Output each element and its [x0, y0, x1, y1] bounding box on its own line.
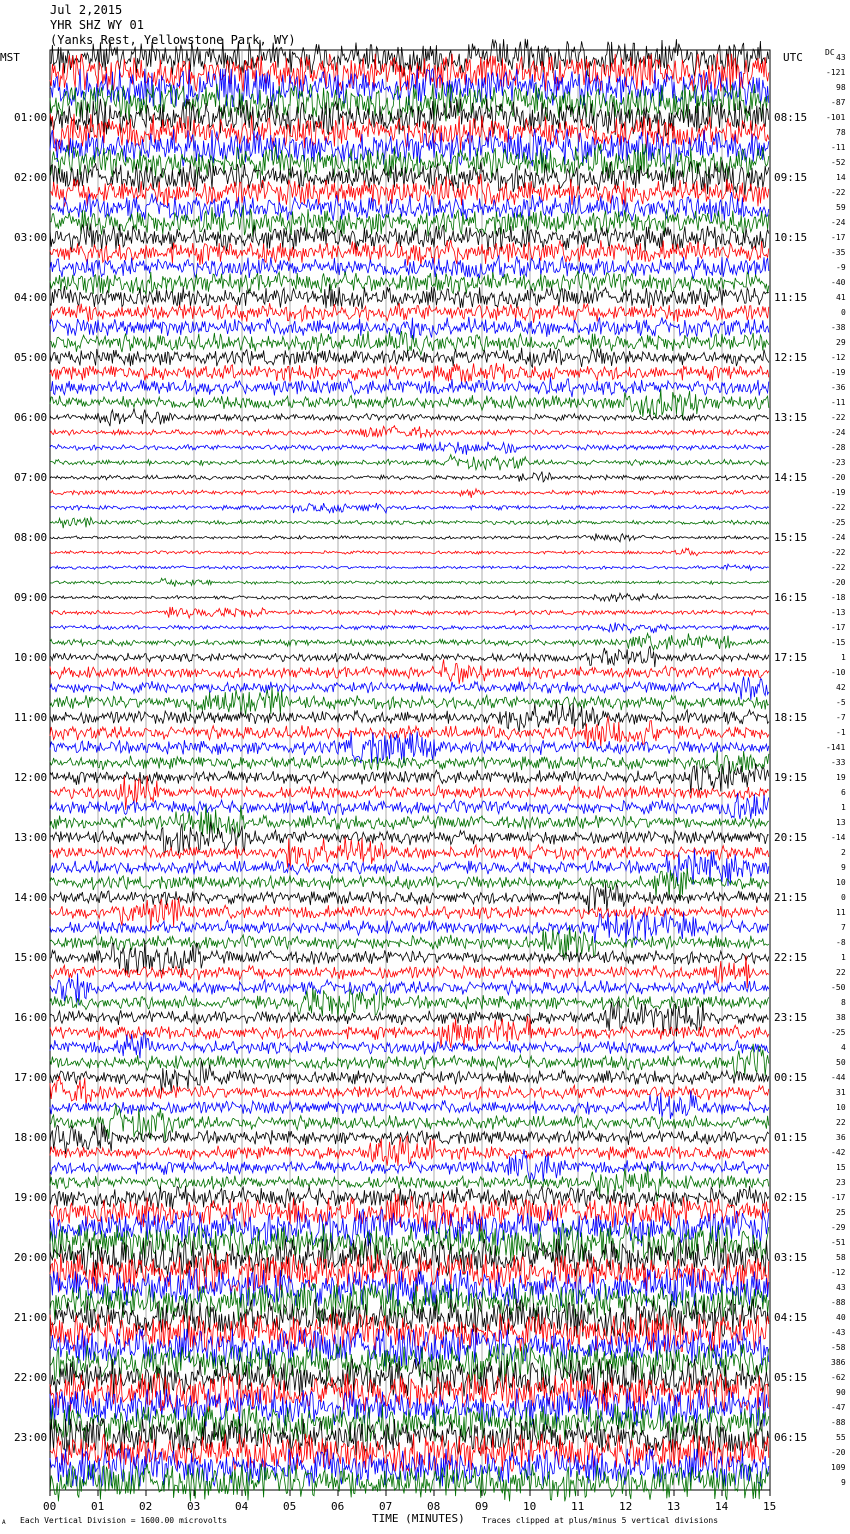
seismic-trace	[50, 1044, 769, 1077]
right-hour-label: 01:15	[774, 1130, 808, 1144]
dc-offset-value: -9	[836, 262, 846, 272]
dc-offset-value: 6	[841, 787, 846, 797]
dc-offset-value: 11	[836, 907, 846, 917]
seismic-trace	[50, 761, 769, 793]
dc-offset-value: 9	[841, 862, 846, 872]
x-tick-label: 03	[187, 1500, 201, 1513]
right-hour-label: 10:15	[774, 230, 808, 244]
left-hour-label: 21:00	[14, 1310, 48, 1324]
dc-offset-value: -19	[831, 487, 846, 497]
x-tick-label: 14	[715, 1500, 729, 1513]
right-hour-label: 04:15	[774, 1310, 808, 1324]
dc-offset-value: 22	[836, 1117, 846, 1127]
dc-offset-value: 386	[831, 1357, 846, 1367]
dc-offset-value: 59	[836, 202, 846, 212]
dc-offset-value: 4	[841, 1042, 846, 1052]
dc-offset-value: -7	[836, 712, 846, 722]
right-hour-label: 08:15	[774, 110, 808, 124]
x-tick-label: 09	[475, 1500, 489, 1513]
dc-offset-value: 31	[836, 1087, 846, 1097]
seismic-trace	[50, 503, 769, 513]
dc-offset-value: -11	[831, 397, 846, 407]
seismic-trace	[50, 363, 769, 383]
dc-offset-value: -29	[831, 1222, 846, 1232]
right-hour-label: 23:15	[774, 1010, 808, 1024]
dc-offset-value: -22	[831, 187, 846, 197]
dc-offset-value: -62	[831, 1372, 846, 1382]
x-tick-label: 07	[379, 1500, 393, 1513]
left-hour-label: 20:00	[14, 1250, 48, 1264]
seismic-trace	[50, 659, 769, 684]
x-tick-label: 12	[619, 1500, 633, 1513]
dc-offset-value: 36	[836, 1132, 846, 1142]
right-hour-label: 09:15	[774, 170, 808, 184]
left-hour-label: 10:00	[14, 650, 48, 664]
x-tick-label: 04	[235, 1500, 249, 1513]
right-hour-label: 06:15	[774, 1430, 808, 1444]
seismic-trace	[50, 426, 769, 439]
dc-offset-value: 15	[836, 1162, 846, 1172]
dc-offset-value: -101	[826, 112, 846, 122]
dc-offset-value: -17	[831, 622, 846, 632]
dc-offset-value: -24	[831, 427, 846, 437]
dc-offset-value: 42	[836, 682, 846, 692]
seismic-trace	[50, 518, 769, 529]
seismic-trace	[50, 1061, 769, 1094]
dc-offset-value: -24	[831, 532, 846, 542]
dc-offset-value: -23	[831, 457, 846, 467]
seismic-trace	[50, 884, 769, 915]
seismic-trace	[50, 1329, 769, 1367]
dc-offset-value: 41	[836, 292, 846, 302]
dc-offset-value: 23	[836, 1177, 846, 1187]
right-timezone-label: UTC	[783, 51, 803, 64]
left-hour-label: 07:00	[14, 470, 48, 484]
dc-offset-value: -35	[831, 247, 846, 257]
left-hour-label: 06:00	[14, 410, 48, 424]
left-hour-label: 08:00	[14, 530, 48, 544]
left-hour-label: 14:00	[14, 890, 48, 904]
dc-offset-value: -10	[831, 667, 846, 677]
station-location: (Yanks Rest, Yellowstone Park, WY)	[50, 33, 296, 47]
x-tick-label: 08	[427, 1500, 441, 1513]
x-tick-label: 06	[331, 1500, 345, 1513]
dc-offset-value: -51	[831, 1237, 846, 1247]
right-hour-label: 03:15	[774, 1250, 808, 1264]
right-hour-label: 05:15	[774, 1370, 808, 1384]
dc-offset-value: -58	[831, 1342, 846, 1352]
dc-offset-value: -15	[831, 637, 846, 647]
left-hour-label: 05:00	[14, 350, 48, 364]
seismic-trace	[50, 593, 769, 602]
dc-offset-value: -18	[831, 592, 846, 602]
right-hour-label: 22:15	[774, 950, 808, 964]
seismic-trace	[50, 472, 769, 482]
dc-offset-value: -38	[831, 322, 846, 332]
seismic-trace	[50, 1186, 769, 1210]
seismic-trace	[50, 633, 769, 650]
x-tick-label: 01	[91, 1500, 105, 1513]
seismic-trace	[50, 687, 769, 715]
right-hour-label: 18:15	[774, 710, 808, 724]
dc-offset-value: -20	[831, 577, 846, 587]
dc-offset-value: 1	[841, 952, 846, 962]
right-hour-label: 16:15	[774, 590, 808, 604]
dc-offset-value: 78	[836, 127, 846, 137]
dc-offset-value: -141	[826, 742, 846, 752]
scale-note: Each Vertical Division = 1600.00 microvolts	[20, 1516, 228, 1525]
right-hour-label: 15:15	[774, 530, 808, 544]
x-tick-label: 13	[667, 1500, 681, 1513]
dc-offset-value: -25	[831, 1027, 846, 1037]
clip-note: Traces clipped at plus/minus 5 vertical divisions	[482, 1516, 719, 1525]
dc-offset-value: -28	[831, 442, 846, 452]
x-tick-label: 05	[283, 1500, 297, 1513]
right-hour-label: 11:15	[774, 290, 808, 304]
dc-offset-value: 10	[836, 877, 846, 887]
right-hour-label: 20:15	[774, 830, 808, 844]
right-hour-label: 21:15	[774, 890, 808, 904]
seismic-trace	[50, 677, 769, 700]
dc-offset-value: 22	[836, 967, 846, 977]
seismic-trace	[50, 548, 769, 556]
right-hour-label: 12:15	[774, 350, 808, 364]
seismic-trace	[50, 442, 769, 455]
dc-offset-value: -19	[831, 367, 846, 377]
right-hour-label: 13:15	[774, 410, 808, 424]
seismic-trace	[50, 622, 769, 633]
seismic-trace	[50, 205, 769, 236]
dc-offset-value: -20	[831, 1447, 846, 1457]
right-hour-label: 00:15	[774, 1070, 808, 1084]
left-hour-label: 13:00	[14, 830, 48, 844]
seismic-trace	[50, 455, 769, 471]
left-hour-label: 11:00	[14, 710, 48, 724]
x-tick-label: 00	[43, 1500, 57, 1513]
seismic-trace	[50, 534, 769, 542]
dc-offset-value: 7	[841, 922, 846, 932]
left-hour-label: 23:00	[14, 1430, 48, 1444]
seismic-trace	[50, 408, 769, 426]
dc-offset-value: -12	[831, 352, 846, 362]
left-hour-label: 19:00	[14, 1190, 48, 1204]
seismic-trace	[50, 348, 769, 368]
dc-offset-value: -33	[831, 757, 846, 767]
dc-offset-value: -36	[831, 382, 846, 392]
x-tick-label: 11	[571, 1500, 585, 1513]
left-hour-label: 03:00	[14, 230, 48, 244]
dc-offset-value: 8	[841, 997, 846, 1007]
x-tick-label: 02	[139, 1500, 153, 1513]
seismic-trace	[50, 129, 769, 167]
dc-offset-value: -47	[831, 1402, 846, 1412]
dc-offset-value: 29	[836, 337, 846, 347]
dc-offset-value: -22	[831, 547, 846, 557]
dc-offset-value: -8	[836, 937, 846, 947]
dc-offset-value: 109	[831, 1462, 846, 1472]
dc-offset-value: 13	[836, 817, 846, 827]
dc-offset-value: 25	[836, 1207, 846, 1217]
seismic-trace	[50, 1136, 769, 1166]
x-tick-label: 10	[523, 1500, 537, 1513]
dc-offset-value: -50	[831, 982, 846, 992]
dc-offset-value: -43	[831, 1327, 846, 1337]
left-hour-label: 12:00	[14, 770, 48, 784]
dc-offset-value: -121	[826, 67, 846, 77]
dc-offset-value: -52	[831, 157, 846, 167]
dc-offset-value: -42	[831, 1147, 846, 1157]
dc-offset-value: 43	[836, 1282, 846, 1292]
left-hour-label: 09:00	[14, 590, 48, 604]
left-hour-label: 16:00	[14, 1010, 48, 1024]
dc-offset-value: 38	[836, 1012, 846, 1022]
dc-offset-value: 58	[836, 1252, 846, 1262]
corner-mark: A	[2, 1519, 6, 1526]
seismic-trace	[50, 489, 769, 498]
dc-offset-value: -11	[831, 142, 846, 152]
right-hour-label: 14:15	[774, 470, 808, 484]
right-hour-label: 17:15	[774, 650, 808, 664]
seismic-trace	[50, 578, 769, 586]
dc-offset-value: 1	[841, 802, 846, 812]
dc-offset-value: 98	[836, 82, 846, 92]
seismic-trace	[50, 750, 769, 774]
dc-offset-value: 19	[836, 772, 846, 782]
dc-offset-value: 0	[841, 307, 846, 317]
dc-offset-value: 0	[841, 892, 846, 902]
seismic-trace	[50, 284, 769, 309]
dc-offset-value: -14	[831, 832, 846, 842]
station-channel: YHR SHZ WY 01	[50, 18, 144, 32]
left-hour-label: 01:00	[14, 110, 48, 124]
dc-offset-value: 2	[841, 847, 846, 857]
dc-offset-value: -87	[831, 97, 846, 107]
right-hour-label: 02:15	[774, 1190, 808, 1204]
left-hour-label: 18:00	[14, 1130, 48, 1144]
dc-offset-value: -20	[831, 472, 846, 482]
seismic-trace	[50, 331, 769, 355]
dc-offset-value: -22	[831, 562, 846, 572]
seismic-trace	[50, 389, 769, 420]
left-hour-label: 15:00	[14, 950, 48, 964]
right-hour-label: 19:15	[774, 770, 808, 784]
dc-offset-value: -17	[831, 232, 846, 242]
dc-offset-value: 55	[836, 1432, 846, 1442]
dc-offset-value: -13	[831, 607, 846, 617]
seismic-trace	[50, 1091, 769, 1119]
dc-offset-value: -12	[831, 1267, 846, 1277]
left-hour-label: 17:00	[14, 1070, 48, 1084]
dc-offset-value: -5	[836, 697, 846, 707]
dc-offset-value: -88	[831, 1417, 846, 1427]
dc-offset-value: -22	[831, 412, 846, 422]
left-hour-label: 04:00	[14, 290, 48, 304]
seismic-trace	[50, 607, 769, 618]
plot-date: Jul 2,2015	[50, 3, 123, 17]
dc-offset-value: 9	[841, 1477, 846, 1487]
dc-offset-value: -44	[831, 1072, 846, 1082]
dc-offset-value: 1	[841, 652, 846, 662]
dc-offset-header: DC	[825, 48, 835, 57]
seismic-trace	[50, 646, 769, 667]
x-tick-label: 15	[763, 1500, 777, 1513]
dc-offset-value: -40	[831, 277, 846, 287]
dc-offset-value: 14	[836, 172, 846, 182]
seismic-trace	[50, 822, 769, 855]
dc-offset-value: -24	[831, 217, 846, 227]
dc-offset-value: 90	[836, 1387, 846, 1397]
seismic-trace	[50, 1374, 769, 1412]
seismic-trace	[50, 1389, 769, 1427]
left-hour-label: 02:00	[14, 170, 48, 184]
left-timezone-label: MST	[0, 51, 20, 64]
dc-offset-value: -25	[831, 517, 846, 527]
dc-offset-value: 50	[836, 1057, 846, 1067]
x-axis-title: TIME (MINUTES)	[372, 1512, 465, 1525]
dc-offset-value: 43	[836, 52, 846, 62]
seismic-trace	[50, 1104, 769, 1142]
seismic-trace	[50, 564, 769, 570]
seismic-trace	[50, 1123, 769, 1154]
seismic-trace	[50, 1419, 769, 1457]
dc-offset-value: 10	[836, 1102, 846, 1112]
left-hour-label: 22:00	[14, 1370, 48, 1384]
dc-offset-value: -1	[836, 727, 846, 737]
dc-offset-value: -88	[831, 1297, 846, 1307]
dc-offset-value: -17	[831, 1192, 846, 1202]
dc-offset-value: -22	[831, 502, 846, 512]
dc-offset-value: 40	[836, 1312, 846, 1322]
